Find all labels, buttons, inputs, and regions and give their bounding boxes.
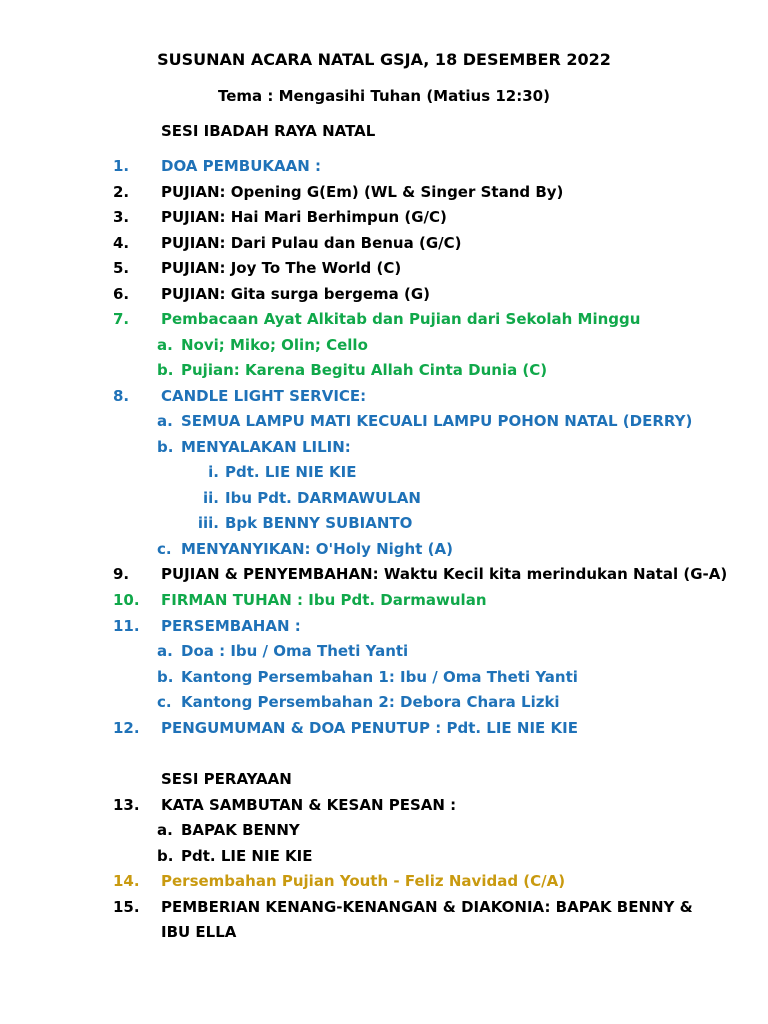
sub-item-label: b.: [157, 668, 174, 686]
sub-item-text: SEMUA LAMPU MATI KECUALI LAMPU POHON NATAL (DERRY): [181, 412, 693, 430]
roman-label: i.: [208, 463, 219, 481]
roman-text: Bpk BENNY SUBIANTO: [225, 514, 413, 532]
sub-item-text: Doa : Ibu / Oma Theti Yanti: [181, 642, 409, 660]
item-text: PENGUMUMAN & DOA PENUTUP : Pdt. LIE NIE KIE: [161, 719, 578, 737]
sub-item-text: Pujian: Karena Begitu Allah Cinta Dunia (C): [181, 361, 548, 379]
program-item-12: [0, 719, 768, 741]
sub-item-label: a.: [157, 821, 173, 839]
item-number: 2.: [113, 183, 130, 201]
item-number: 4.: [113, 234, 130, 252]
roman-text: Pdt. LIE NIE KIE: [225, 463, 357, 481]
program-item-15-continued: [0, 923, 768, 945]
program-item-10: [0, 591, 768, 613]
sub-item-text: MENYALAKAN LILIN:: [181, 438, 351, 456]
item-number: 3.: [113, 208, 130, 226]
item-text: FIRMAN TUHAN : Ibu Pdt. Darmawulan: [161, 591, 487, 609]
sub-item-text: BAPAK BENNY: [181, 821, 300, 839]
sub-item-label: a.: [157, 412, 173, 430]
program-item-4: [0, 234, 768, 256]
program-item-8: [0, 387, 768, 409]
program-item-6: [0, 285, 768, 307]
sub-item-text: MENYANYIKAN: O'Holy Night (A): [181, 540, 453, 558]
item-text: Pembacaan Ayat Alkitab dan Pujian dari Sekolah Minggu: [161, 310, 641, 328]
item-text: CANDLE LIGHT SERVICE:: [161, 387, 367, 405]
roman-label: iii.: [197, 514, 219, 532]
program-item-5: [0, 259, 768, 281]
item-number: 13.: [113, 796, 140, 814]
sub-item-label: a.: [157, 642, 173, 660]
program-item-13: [0, 796, 768, 818]
sub-item-8a: [0, 412, 768, 434]
sub-item-label: b.: [157, 361, 174, 379]
sub-item-13a: [0, 821, 768, 843]
item-number: 14.: [113, 872, 140, 890]
item-text: PUJIAN: Joy To The World (C): [161, 259, 402, 277]
sub-sub-item-8b-i: [0, 463, 768, 485]
item-number: 12.: [113, 719, 140, 737]
document-title: SUSUNAN ACARA NATAL GSJA, 18 DESEMBER 2022: [157, 50, 611, 69]
session-heading-perayaan: SESI PERAYAAN: [161, 770, 292, 788]
item-text: KATA SAMBUTAN & KESAN PESAN :: [161, 796, 457, 814]
sub-item-text: Novi; Miko; Olin; Cello: [181, 336, 368, 354]
sub-item-7b: [0, 361, 768, 383]
sub-item-11c: [0, 693, 768, 715]
item-number: 10.: [113, 591, 140, 609]
sub-item-8c: [0, 540, 768, 562]
item-number: 15.: [113, 898, 140, 916]
item-text: DOA PEMBUKAAN :: [161, 157, 322, 175]
sub-sub-item-8b-iii: [0, 514, 768, 536]
item-text: PUJIAN & PENYEMBAHAN: Waktu Kecil kita merindukan Natal (G-A): [161, 565, 728, 583]
item-number: 8.: [113, 387, 130, 405]
item-text: PERSEMBAHAN :: [161, 617, 301, 635]
sub-item-text: Kantong Persembahan 1: Ibu / Oma Theti Yanti: [181, 668, 578, 686]
program-item-1: [0, 157, 768, 179]
sub-item-label: c.: [157, 693, 172, 711]
program-item-11: [0, 617, 768, 639]
item-number: 1.: [113, 157, 130, 175]
sub-item-label: a.: [157, 336, 173, 354]
program-item-2: [0, 183, 768, 205]
item-text-continued: IBU ELLA: [161, 923, 237, 941]
program-item-14: [0, 872, 768, 894]
sub-item-7a: [0, 336, 768, 358]
sub-item-11a: [0, 642, 768, 664]
program-item-3: [0, 208, 768, 230]
item-text: PEMBERIAN KENANG-KENANGAN & DIAKONIA: BAPAK BENNY &: [161, 898, 693, 916]
theme-line: Tema : Mengasihi Tuhan (Matius 12:30): [218, 87, 550, 105]
program-item-15: [0, 898, 768, 920]
item-number: 11.: [113, 617, 140, 635]
sub-item-text: Pdt. LIE NIE KIE: [181, 847, 313, 865]
program-item-7: [0, 310, 768, 332]
roman-label: ii.: [203, 489, 219, 507]
item-number: 5.: [113, 259, 130, 277]
item-text: Persembahan Pujian Youth - Feliz Navidad (C/A): [161, 872, 566, 890]
sub-item-text: Kantong Persembahan 2: Debora Chara Lizki: [181, 693, 560, 711]
item-text: PUJIAN: Opening G(Em) (WL & Singer Stand By): [161, 183, 564, 201]
sub-item-label: b.: [157, 847, 174, 865]
session-heading-ibadah: SESI IBADAH RAYA NATAL: [161, 122, 376, 140]
sub-item-label: b.: [157, 438, 174, 456]
sub-sub-item-8b-ii: [0, 489, 768, 511]
program-item-9: [0, 565, 768, 587]
roman-text: Ibu Pdt. DARMAWULAN: [225, 489, 421, 507]
item-number: 7.: [113, 310, 130, 328]
item-number: 6.: [113, 285, 130, 303]
sub-item-label: c.: [157, 540, 172, 558]
item-text: PUJIAN: Dari Pulau dan Benua (G/C): [161, 234, 462, 252]
sub-item-11b: [0, 668, 768, 690]
sub-item-8b: [0, 438, 768, 460]
item-number: 9.: [113, 565, 130, 583]
sub-item-13b: [0, 847, 768, 869]
item-text: PUJIAN: Gita surga bergema (G): [161, 285, 430, 303]
item-text: PUJIAN: Hai Mari Berhimpun (G/C): [161, 208, 447, 226]
